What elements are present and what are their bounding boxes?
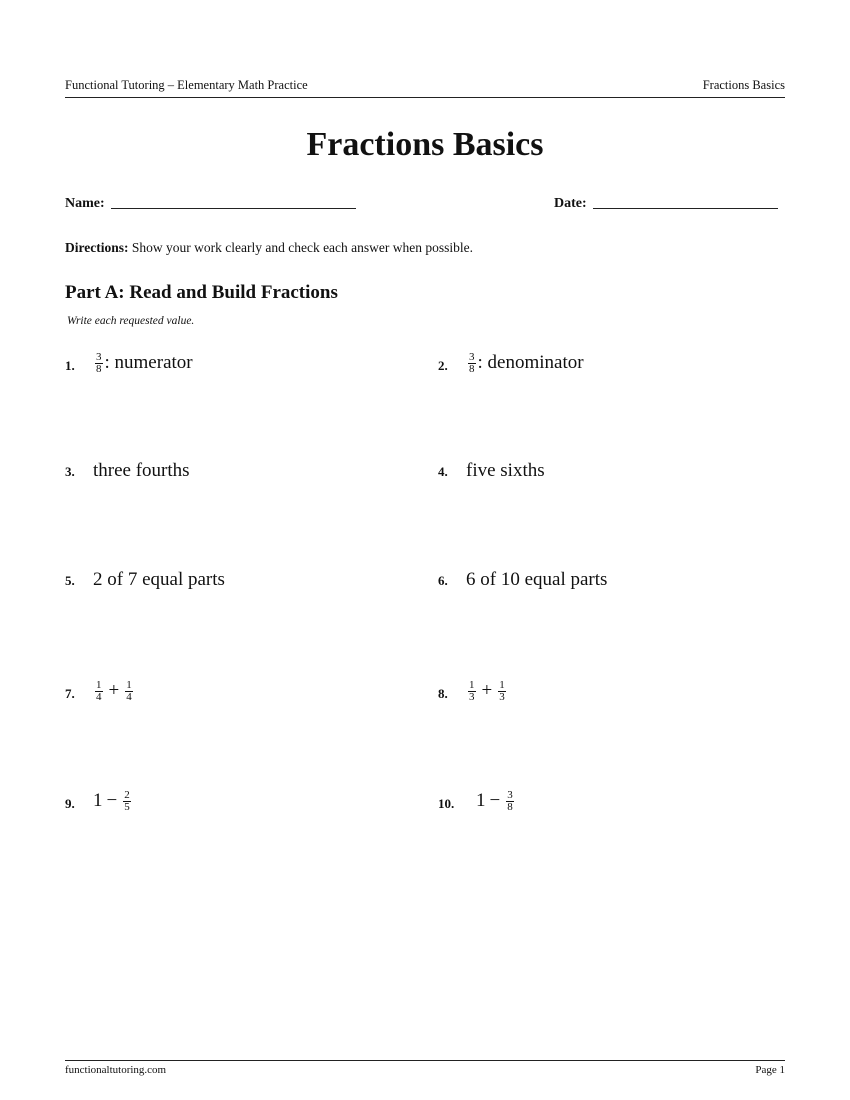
section-subtitle: Write each requested value. (67, 315, 195, 327)
fraction (498, 680, 506, 703)
numerator: 3 (96, 351, 102, 364)
header-left-text: Functional Tutoring – Elementary Math Practice (65, 78, 308, 92)
fraction (506, 790, 514, 813)
problem-number: 1. (65, 358, 75, 373)
date-blank-line[interactable] (593, 196, 778, 209)
lead-value: 1 (476, 790, 486, 811)
fraction (95, 680, 103, 703)
date-field[interactable] (554, 196, 778, 212)
denominator: 4 (126, 691, 132, 704)
denominator: 8 (507, 801, 513, 814)
denominator: 3 (499, 691, 505, 704)
fraction (468, 352, 476, 375)
problem-text: : denominator (477, 352, 584, 373)
problem-number: 6. (438, 573, 448, 588)
running-footer (65, 1060, 785, 1076)
date-label: Date: (554, 196, 587, 211)
problem-number: 10. (438, 796, 455, 811)
lead-value: 1 (93, 790, 103, 811)
problem-number: 7. (65, 686, 75, 701)
footer-page-number: Page 1 (755, 1064, 785, 1076)
problem-number: 4. (438, 464, 448, 479)
problem-expression (466, 680, 508, 703)
directions (65, 240, 473, 256)
denominator: 3 (469, 691, 475, 704)
denominator: 8 (469, 363, 475, 376)
denominator: 5 (124, 801, 130, 814)
operator: + (108, 680, 120, 701)
problem-number: 2. (438, 358, 448, 373)
fraction (123, 790, 131, 813)
problem-text: 6 of 10 equal parts (466, 569, 608, 590)
problem-text: three fourths (93, 460, 190, 481)
numerator: 3 (469, 351, 475, 364)
problem-number: 3. (65, 464, 75, 479)
name-label: Name: (65, 196, 105, 211)
problem-number: 9. (65, 796, 75, 811)
numerator: 1 (96, 679, 102, 692)
problem-text: 2 of 7 equal parts (93, 569, 225, 590)
fraction (125, 680, 133, 703)
operator: − (489, 790, 501, 811)
problem-text: : numerator (104, 352, 193, 373)
denominator: 8 (96, 363, 102, 376)
name-blank-line[interactable] (111, 196, 356, 209)
numerator: 2 (124, 789, 130, 802)
numerator: 3 (507, 789, 513, 802)
numerator: 1 (126, 679, 132, 692)
denominator: 4 (96, 691, 102, 704)
numerator: 1 (499, 679, 505, 692)
problem-number: 8. (438, 686, 448, 701)
problem-expression (93, 790, 133, 813)
section-title: Part A: Read and Build Fractions (65, 282, 338, 303)
fraction (468, 680, 476, 703)
header-right-text: Fractions Basics (702, 78, 785, 92)
page-title: Fractions Basics (306, 126, 544, 163)
problem-expression (466, 352, 584, 375)
problem-expression (476, 790, 516, 813)
problem-number: 5. (65, 573, 75, 588)
fraction (95, 352, 103, 375)
problem-expression (93, 352, 193, 375)
running-header (65, 78, 785, 98)
operator: − (106, 790, 118, 811)
directions-label: Directions: (65, 240, 129, 255)
name-field[interactable] (65, 196, 356, 212)
directions-text: Show your work clearly and check each answer when possible. (131, 240, 474, 255)
operator: + (481, 680, 493, 701)
footer-website: functionaltutoring.com (65, 1064, 167, 1076)
numerator: 1 (469, 679, 475, 692)
problem-text: five sixths (466, 460, 545, 481)
problem-expression (93, 680, 135, 703)
